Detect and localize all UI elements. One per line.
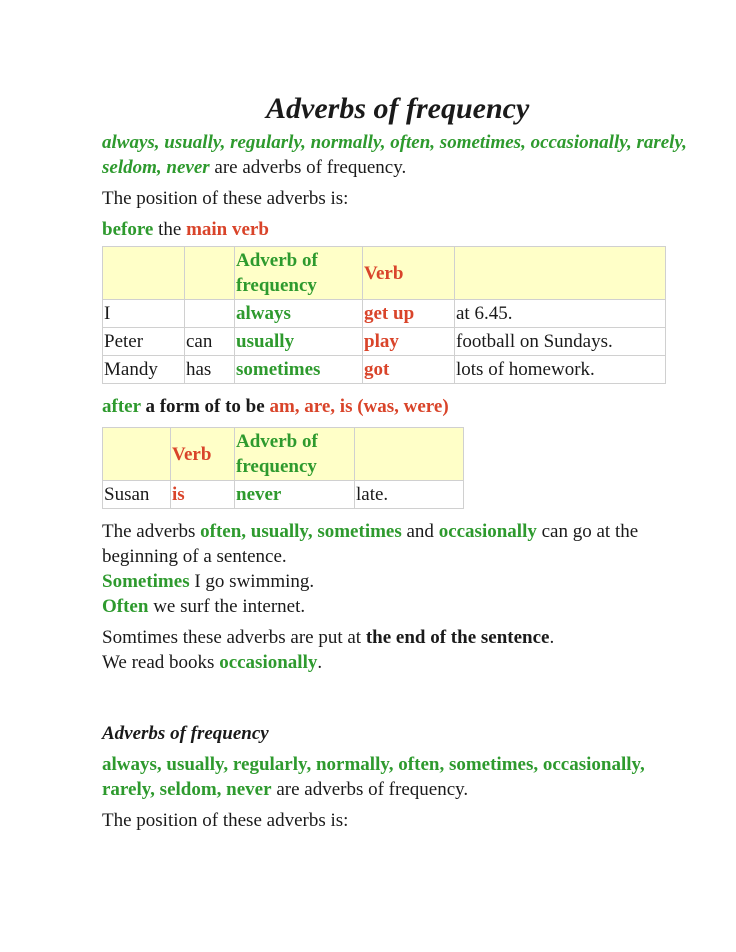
example-text: We read books [102,652,220,673]
rule-after-middle: a form of to be [140,396,270,417]
header-cell [185,247,235,300]
header-cell-adverb: Adverb of frequency [235,247,363,300]
rule-after [102,394,702,419]
cell-adverb: usually [235,328,363,356]
end-text-1: Somtimes these adverbs are put at [102,627,366,648]
rule-before-the: the [153,219,187,240]
header-cell [455,247,666,300]
intro-paragraph [102,130,702,180]
cell-auxiliary: can [185,328,235,356]
end-paragraph [102,625,702,650]
header-cell-adverb: Adverb of frequency [235,428,355,481]
rule-before-main-verb: main verb [186,219,269,240]
cell-rest: at 6.45. [455,300,666,328]
position-text: The position of these adverbs is: [102,188,349,209]
example-often [102,594,702,619]
intro-suffix: are adverbs of frequency. [209,157,407,178]
cell-subject: Mandy [103,356,185,384]
beginning-text-2: and [401,521,439,542]
end-text-2: . [549,627,555,648]
section2-position-text: The position of these adverbs is: [102,810,349,831]
rule-after-word: after [102,396,141,417]
table-before-main-verb [102,246,666,384]
table-header-row [103,428,464,481]
cell-adverb: never [235,481,355,509]
cell-subject: Peter [103,328,185,356]
rule-before [102,217,702,242]
cell-rest: late. [355,481,464,509]
document-page [102,88,702,833]
cell-auxiliary [185,300,235,328]
table-row [103,300,666,328]
table-row [103,356,666,384]
beginning-adverbs: often, usually, sometimes [200,521,402,542]
section2-intro [102,752,702,802]
example-sometimes [102,569,702,594]
header-cell [355,428,464,481]
header-cell [103,247,185,300]
beginning-adverb-occasionally: occasionally [438,521,537,542]
example-text: I go swimming. [189,571,315,592]
example-text: we surf the internet. [148,596,306,617]
example-adverb: Often [102,596,149,617]
cell-subject: Susan [103,481,171,509]
rule-after-forms: am, are, is (was, were) [269,396,449,417]
example-adverb: Sometimes [102,571,190,592]
table-row [103,328,666,356]
example-adverb: occasionally [219,652,318,673]
header-cell-verb: Verb [363,247,455,300]
adverbs-list: always, usually, regularly, normally, often, sometimes, occasionally, rarely, seldom, never [102,132,687,178]
beginning-text-1: The adverbs [102,521,201,542]
cell-subject: I [103,300,185,328]
example-end [102,650,702,675]
page-title: Adverbs of frequency [266,92,530,125]
cell-verb: got [363,356,455,384]
section-spacer [102,675,702,721]
table-row [103,481,464,509]
section2-adverbs-list: always, usually, regularly, normally, often, sometimes, occasionally, rarely, seldom, never [102,754,645,800]
cell-rest: football on Sundays. [455,328,666,356]
section2-heading: Adverbs of frequency [102,723,269,744]
rule-before-word: before [102,219,154,240]
section2-suffix: are adverbs of frequency. [271,779,469,800]
table-after-to-be [102,427,464,509]
cell-verb: play [363,328,455,356]
table-header-row [103,247,666,300]
header-cell-verb: Verb [171,428,235,481]
cell-adverb: sometimes [235,356,363,384]
cell-verb: is [171,481,235,509]
cell-rest: lots of homework. [455,356,666,384]
beginning-text-3: can go at the beginning of a sentence. [102,521,639,567]
cell-auxiliary: has [185,356,235,384]
beginning-paragraph [102,519,702,569]
end-bold: the end of the sentence [365,627,550,648]
cell-verb: get up [363,300,455,328]
cell-adverb: always [235,300,363,328]
example-text-end: . [317,652,323,673]
header-cell [103,428,171,481]
